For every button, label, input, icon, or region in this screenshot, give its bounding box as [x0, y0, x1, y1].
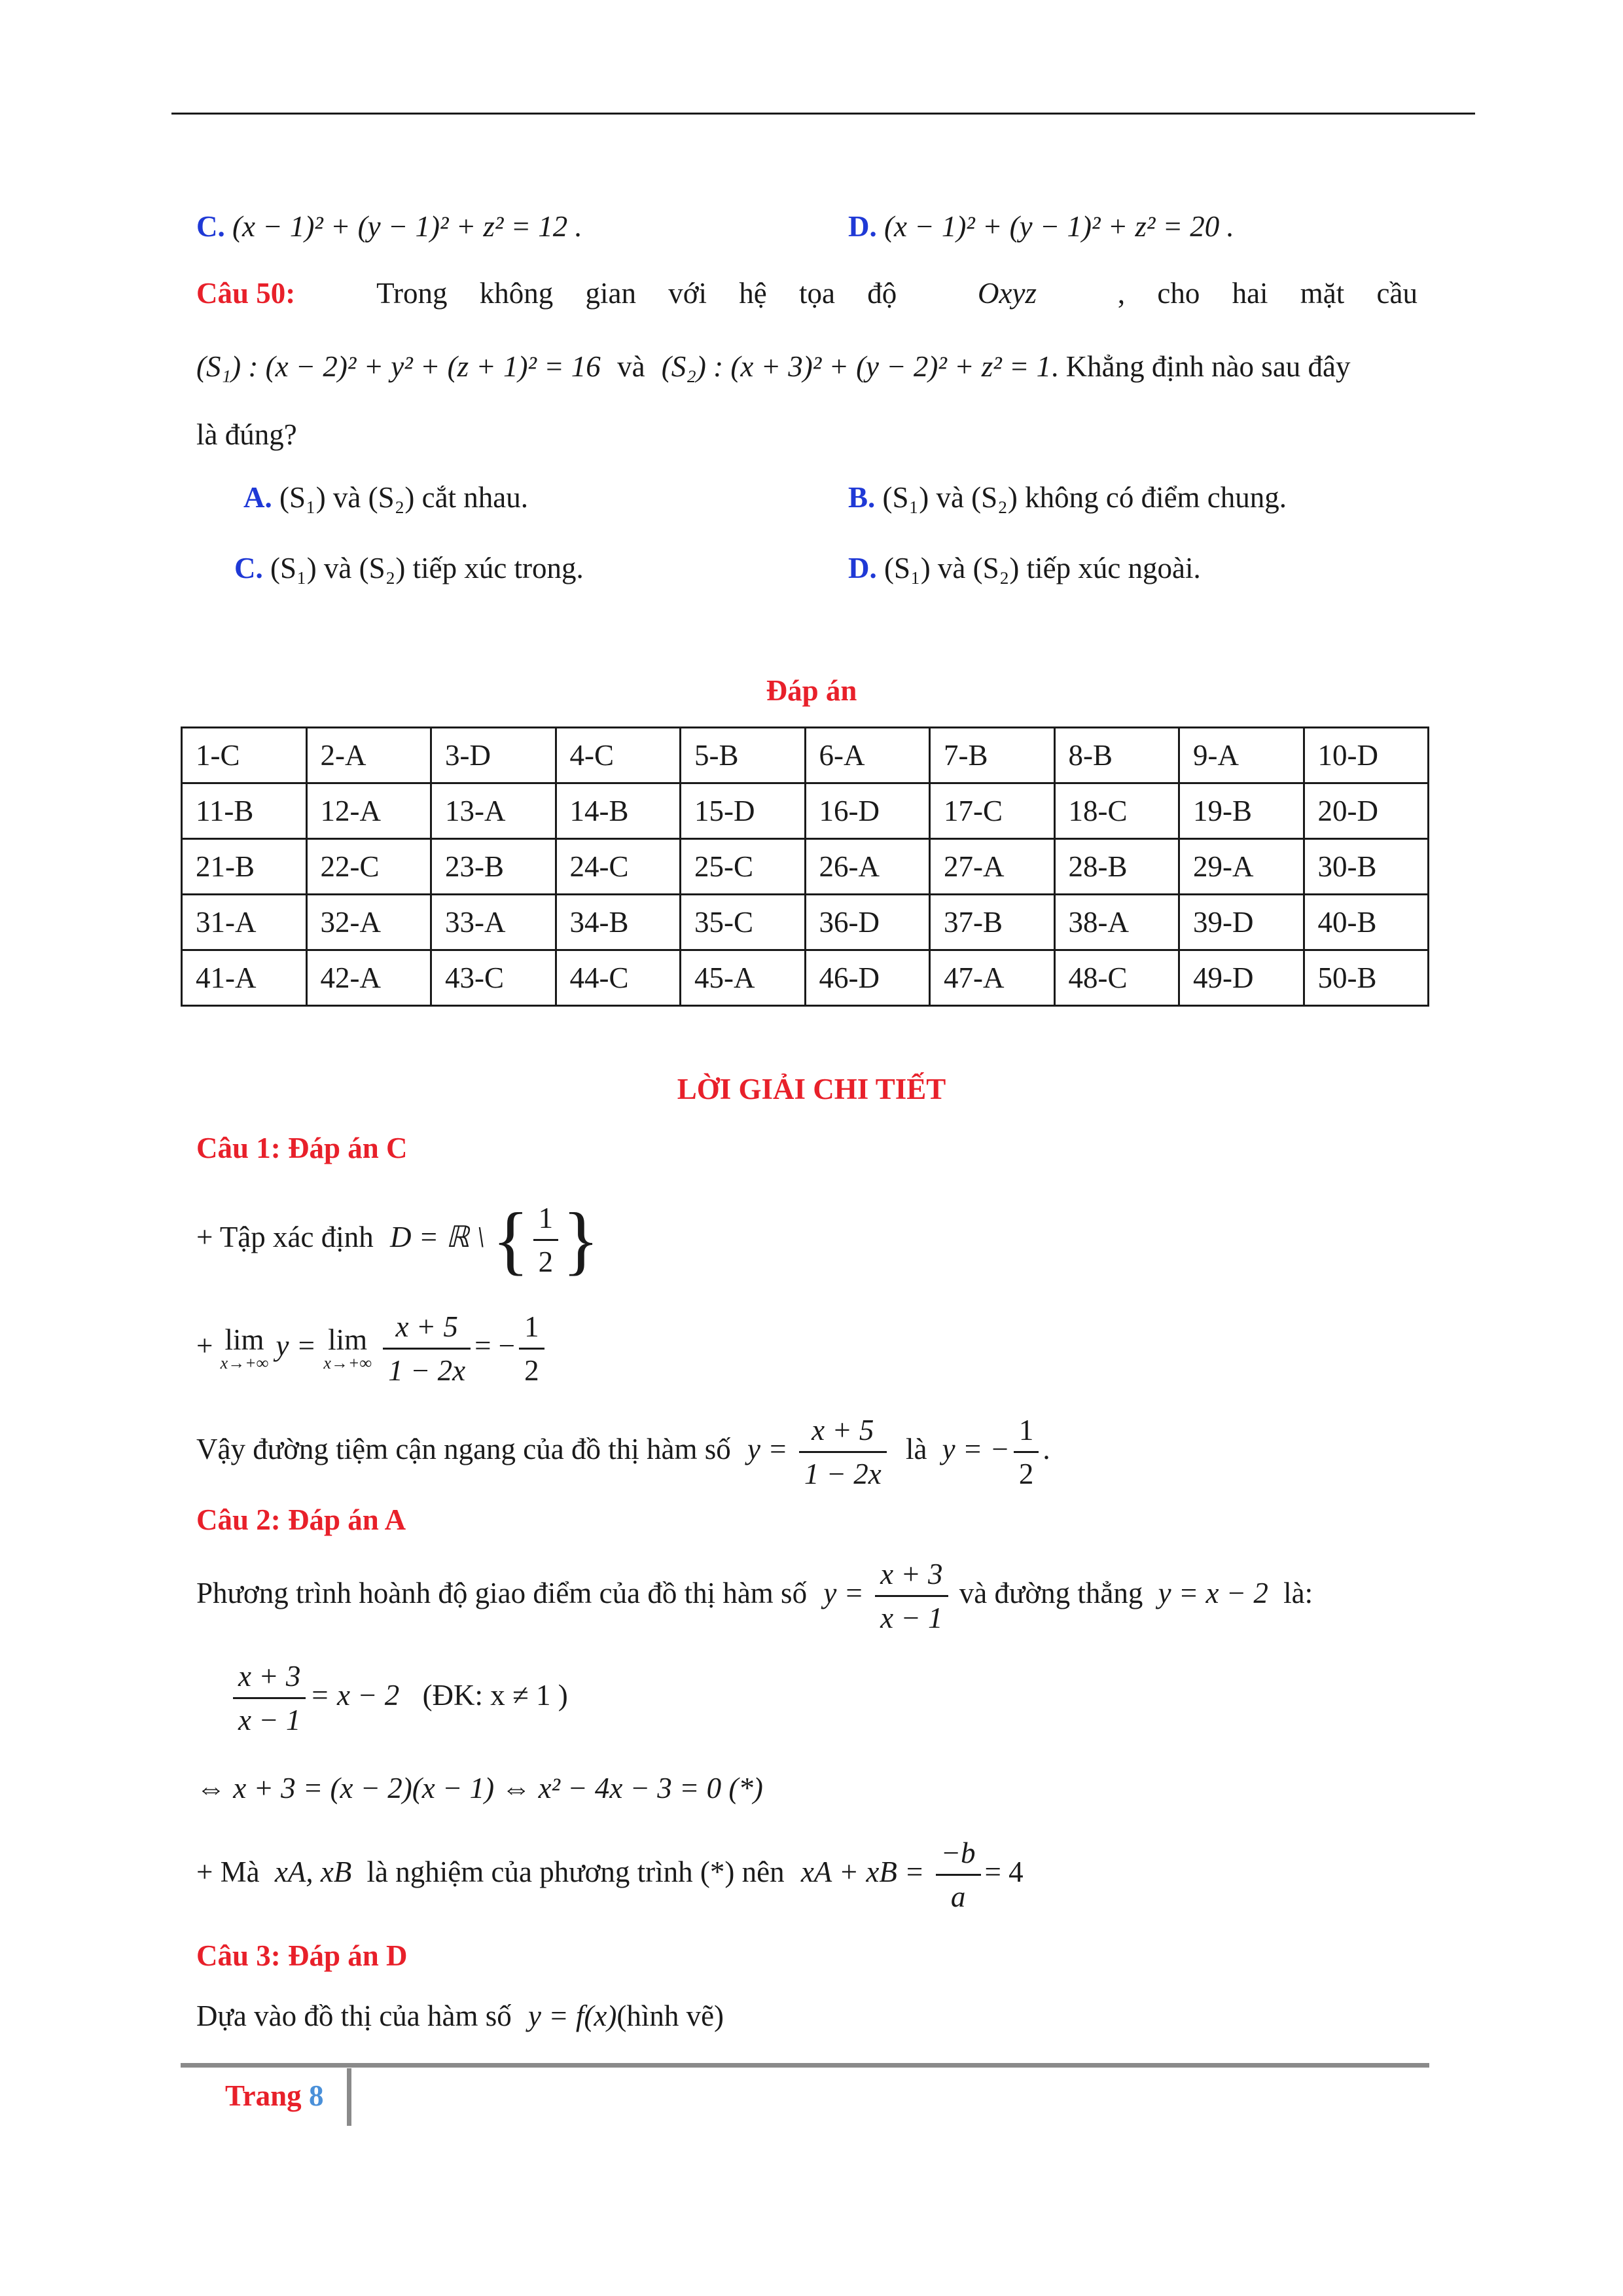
fraction-function: $\frac{x + 3}{x - 1}$	[875, 1553, 948, 1639]
sphere-s1: (S₁) : (x − 2)² + y² + (z + 1)² = 16	[196, 350, 601, 383]
q49-option-c: C. (x − 1)² + (y − 1)² + z² = 12 .	[196, 210, 582, 243]
cau3-heading: Câu 3: Đáp án D	[196, 1939, 408, 1972]
set-brace-close: }	[562, 1196, 599, 1283]
cau1-domain: + Tập xác định D = ℝ \ { $\frac{1}{2}$ }	[196, 1196, 599, 1283]
cau2-vieta: + Mà xA, xB là nghiệm của phương trình (*) nên xA + xB = $\frac{-b}{a}$ = 4	[196, 1826, 1024, 1918]
set-brace-open: {	[492, 1196, 529, 1283]
table-row: 1-C 2-A 3-D 4-C 5-B 6-A 7-B 8-B 9-A 10-D	[182, 728, 1429, 783]
fraction-half: $\frac{1}{2}$	[533, 1197, 559, 1283]
answer-title: Đáp án	[766, 674, 857, 707]
footer-rule	[181, 2063, 1429, 2068]
cau3-text: Dựa vào đồ thị của hàm số y = f(x)(hình vẽ)	[196, 2000, 724, 2032]
solution-title: LỜI GIẢI CHI TIẾT	[677, 1073, 946, 1105]
fraction-function: $\frac{x + 3}{x - 1}$	[233, 1655, 306, 1741]
fraction-function: $\frac{x + 5}{1 - 2x}$	[799, 1409, 887, 1495]
table-row: 21-B 22-C 23-B 24-C 25-C 26-A 27-A 28-B 29-A 30-B	[182, 839, 1429, 895]
answer-table	[181, 726, 1429, 1007]
q49-option-c-formula: (x − 1)² + (y − 1)² + z² = 12 .	[232, 210, 582, 243]
cau1-limit: + lim x→+∞ y = lim x→+∞ $\frac{x + 5}{1 - 2x}$ = − $\frac{1}{2}$	[196, 1300, 548, 1391]
limit-1: lim x→+∞	[220, 1323, 269, 1372]
cau2-equation: $\frac{x + 3}{x - 1}$ = x − 2 (ĐK: x ≠ 1 )	[229, 1649, 568, 1741]
table-row: 31-A 32-A 33-A 34-B 35-C 36-D 37-B 38-A 39-D 40-B	[182, 895, 1429, 950]
q50-line-2: (S₁) : (x − 2)² + y² + (z + 1)² = 16 và (S₂) : (x + 3)² + (y − 2)² + z² = 1. Khẳng định nào sau đây	[196, 350, 1351, 383]
q50-option-d: D. (S₁) và (S₂) tiếp xúc ngoài.	[848, 552, 1201, 584]
cau2-equivalence: ⇔ x + 3 = (x − 2)(x − 1) ⇔ x² − 4x − 3 = 0 (*)	[196, 1772, 763, 1804]
cau2-heading: Câu 2: Đáp án A	[196, 1503, 406, 1536]
sphere-s2: (S₂) : (x + 3)² + (y − 2)² + z² = 1	[661, 350, 1052, 383]
cau2-intro: Phương trình hoành độ giao điểm của đồ thị hàm số y = $\frac{x + 3}{x - 1}$ và đường thẳng y = x − 2 là:	[196, 1547, 1313, 1639]
q50-option-b: B. (S₁) và (S₂) không có điểm chung.	[848, 481, 1287, 514]
q50-line-3: là đúng?	[196, 418, 297, 451]
oxyz: Oxyz	[978, 277, 1037, 310]
q49-option-d-formula: (x − 1)² + (y − 1)² + z² = 20 .	[884, 210, 1234, 243]
q50-option-a: A. (S₁) và (S₂) cắt nhau.	[243, 481, 529, 514]
table-row: 11-B 12-A 13-A 14-B 15-D 16-D 17-C 18-C 19-B 20-D	[182, 783, 1429, 839]
footer-divider	[347, 2068, 351, 2126]
fraction-function: $\frac{x + 5}{1 - 2x}$	[383, 1306, 471, 1391]
header-rule	[171, 113, 1475, 115]
limit-2: lim x→+∞	[323, 1323, 372, 1372]
q50-label: Câu 50:	[196, 277, 296, 310]
fraction-vieta: $\frac{-b}{a}$	[936, 1832, 981, 1918]
q50-option-c: C. (S₁) và (S₂) tiếp xúc trong.	[234, 552, 584, 584]
cau1-conclusion: Vậy đường tiệm cận ngang của đồ thị hàm số y = $\frac{x + 5}{1 - 2x}$ là y = − $\frac{1}{2}$ .	[196, 1403, 1050, 1495]
cau1-heading: Câu 1: Đáp án C	[196, 1132, 408, 1164]
page-number: Trang 8	[225, 2079, 324, 2112]
q50-line-1: Câu 50: Trong không gian với hệ tọa độ Oxyz , cho hai mặt cầu	[196, 274, 1418, 313]
table-row: 41-A 42-A 43-C 44-C 45-A 46-D 47-A 48-C 49-D 50-B	[182, 950, 1429, 1006]
fraction-result: $\frac{1}{2}$	[519, 1306, 544, 1391]
q49-option-d: D. (x − 1)² + (y − 1)² + z² = 20 .	[848, 210, 1234, 243]
fraction-result: $\frac{1}{2}$	[1014, 1409, 1039, 1495]
